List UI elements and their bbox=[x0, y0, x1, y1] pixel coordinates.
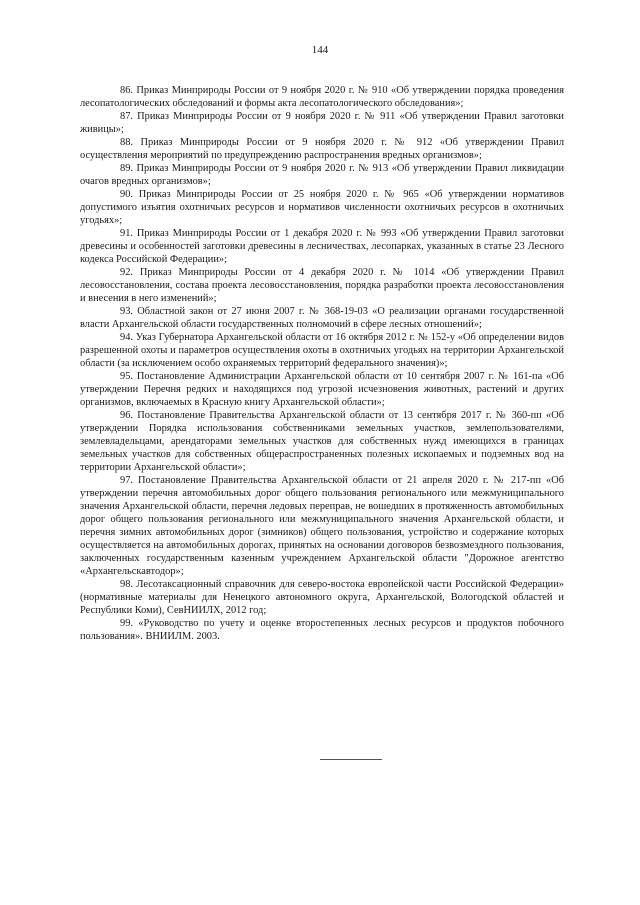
list-item: 99. «Руководство по учету и оценке второстепенных лесных ресурсов и продуктов побочного пользования». ВНИИЛМ. 2003. bbox=[80, 618, 564, 642]
list-item: 89. Приказ Минприроды России от 9 ноября 2020 г. № 913 «Об утверждении Правил ликвидации очагов вредных организмов»; bbox=[80, 163, 564, 187]
list-item: 95. Постановление Администрации Архангельской области от 10 сентября 2007 г. № 161-па «Об утверждении Перечня редких и находящихся под угрозой исчезновения животных, растений и других организмов, включаемых в Красную книгу Архангельской области»; bbox=[80, 371, 564, 408]
list-item: 98. Лесотаксационный справочник для северо-востока европейской части Российской Федерации» (нормативные материалы для Ненецкого автономного округа, Архангельской, Вологодской областей и Республики Коми), СевНИИЛХ, 2012 год; bbox=[80, 579, 564, 616]
list-item: 88. Приказ Минприроды России от 9 ноября 2020 г. № 912 «Об утверждении Правил осуществления мероприятий по предупреждению распространения вредных организмов»; bbox=[80, 137, 564, 161]
list-item: 91. Приказ Минприроды России от 1 декабря 2020 г. № 993 «Об утверждении Правил заготовки древесины и особенностей заготовки древесины в лесничествах, лесопарках, указанных в статье 23 Лесного кодекса Российской Федерации»; bbox=[80, 228, 564, 265]
list-item: 93. Областной закон от 27 июня 2007 г. № 368-19-03 «О реализации органами государственной власти Архангельской области государственных полномочий в сфере лесных отношений»; bbox=[80, 306, 564, 330]
list-item: 94. Указ Губернатора Архангельской области от 16 октября 2012 г. № 152-у «Об определении видов разрешенной охоты и параметров осуществления охоты в охотничьих угодьях на территории Архангельской области (за исключением особо охраняемых территорий федерального значения)»; bbox=[80, 332, 564, 369]
page-number: 144 bbox=[311, 44, 329, 56]
list-item: 92. Приказ Минприроды России от 4 декабря 2020 г. № 1014 «Об утверждении Правил лесовосстановления, состава проекта лесовосстановления, порядка разработки проекта лесовосстановления и внесения в него изменений»; bbox=[80, 267, 564, 304]
list-item: 90. Приказ Минприроды России от 25 ноября 2020 г. № 965 «Об утверждении нормативов допустимого изъятия охотничьих ресурсов и нормативов численности охотничьих ресурсов в охотничьих угодьях»; bbox=[80, 189, 564, 226]
end-divider bbox=[320, 759, 382, 760]
reference-list bbox=[80, 84, 564, 643]
list-item: 87. Приказ Минприроды России от 9 ноября 2020 г. № 911 «Об утверждении Правил заготовки живицы»; bbox=[80, 111, 564, 135]
list-item: 97. Постановление Правительства Архангельской области от 21 апреля 2020 г. № 217-пп «Об утверждении перечня автомобильных дорог общего пользования регионального или межмуниципального значения Архангельской области, перечня ледовых переправ, не вошедших в протяженность автомобильных дорог общего пользования регионального или межмуниципального значения Архангельской области, и перечня зимних автомобильных дорог (зимников) общего пользования, устройство и содержание которых осуществляется на автомобильных дорогах, принятых на основании договоров безвозмездного пользования, заключенных государственным казенным учреждением Архангельской области "Дорожное агентство «Архангельскавтодор»; bbox=[80, 475, 564, 577]
list-item: 96. Постановление Правительства Архангельской области от 13 сентября 2017 г. № 360-пп «Об утверждении Порядка использования собственниками земельных участков, землепользователями, землевладельцами, арендаторами земельных участков для собственных нужд имеющихся в границах земельных участков для собственных общераспространенных полезных ископаемых и подземных вод на территории Архангельской области»; bbox=[80, 410, 564, 473]
list-item: 86. Приказ Минприроды России от 9 ноября 2020 г. № 910 «Об утверждении порядка проведения лесопатологических обследований и формы акта лесопатологического обследования»; bbox=[80, 85, 564, 109]
